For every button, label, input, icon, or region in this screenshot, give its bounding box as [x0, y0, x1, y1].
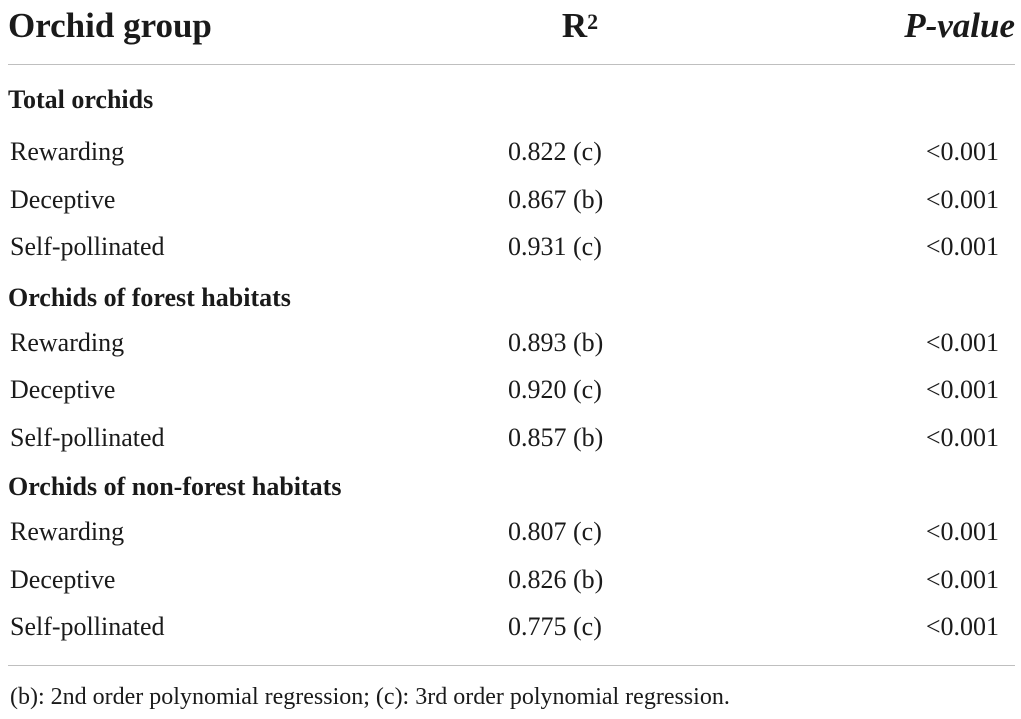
row-p-value: <0.001 [925, 328, 999, 357]
row-p-value: <0.001 [925, 423, 999, 452]
header-r-squared [520, 6, 640, 46]
table-row [0, 423, 1021, 455]
section-title-forest: Orchids of forest habitats [8, 283, 291, 312]
row-p-value: <0.001 [925, 375, 999, 404]
section-title-total: Total orchids [8, 85, 154, 114]
row-p-value: <0.001 [925, 612, 999, 641]
row-r2: 0.775 (c) [508, 612, 602, 641]
row-r2: 0.822 (c) [508, 137, 602, 166]
table-row [0, 565, 1021, 597]
row-r2: 0.807 (c) [508, 517, 602, 546]
row-r2: 0.857 (b) [508, 423, 604, 452]
table-header [0, 0, 1021, 64]
table-row [0, 517, 1021, 549]
row-r2: 0.893 (b) [508, 328, 604, 357]
header-divider [8, 64, 1015, 65]
header-orchid-group: Orchid group [8, 6, 212, 45]
footer-divider [8, 665, 1015, 666]
row-p-value: <0.001 [925, 232, 999, 261]
row-p-value: <0.001 [925, 137, 999, 166]
row-name: Rewarding [10, 328, 125, 357]
row-r2: 0.826 (b) [508, 565, 604, 594]
row-name: Self-pollinated [10, 612, 165, 641]
section-title-non-forest: Orchids of non-forest habitats [8, 472, 342, 501]
table-footnote: (b): 2nd order polynomial regression; (c): 3rd order polynomial regression. [10, 684, 730, 710]
row-p-value: <0.001 [925, 565, 999, 594]
row-r2: 0.867 (b) [508, 185, 604, 214]
row-name: Deceptive [10, 375, 116, 404]
table-row [0, 232, 1021, 264]
row-name: Self-pollinated [10, 232, 165, 261]
table-row [0, 137, 1021, 169]
row-name: Rewarding [10, 137, 125, 166]
table-row [0, 328, 1021, 360]
row-name: Deceptive [10, 185, 116, 214]
table-row [0, 612, 1021, 644]
table-row [0, 375, 1021, 407]
row-p-value: <0.001 [925, 185, 999, 214]
table-row [0, 185, 1021, 217]
row-name: Rewarding [10, 517, 125, 546]
header-p-value: P-value [904, 6, 1015, 45]
header-r-label: R [561, 6, 588, 45]
row-name: Deceptive [10, 565, 116, 594]
row-r2: 0.920 (c) [508, 375, 602, 404]
row-p-value: <0.001 [925, 517, 999, 546]
header-r-superscript: 2 [587, 9, 599, 34]
row-name: Self-pollinated [10, 423, 165, 452]
row-r2: 0.931 (c) [508, 232, 602, 261]
